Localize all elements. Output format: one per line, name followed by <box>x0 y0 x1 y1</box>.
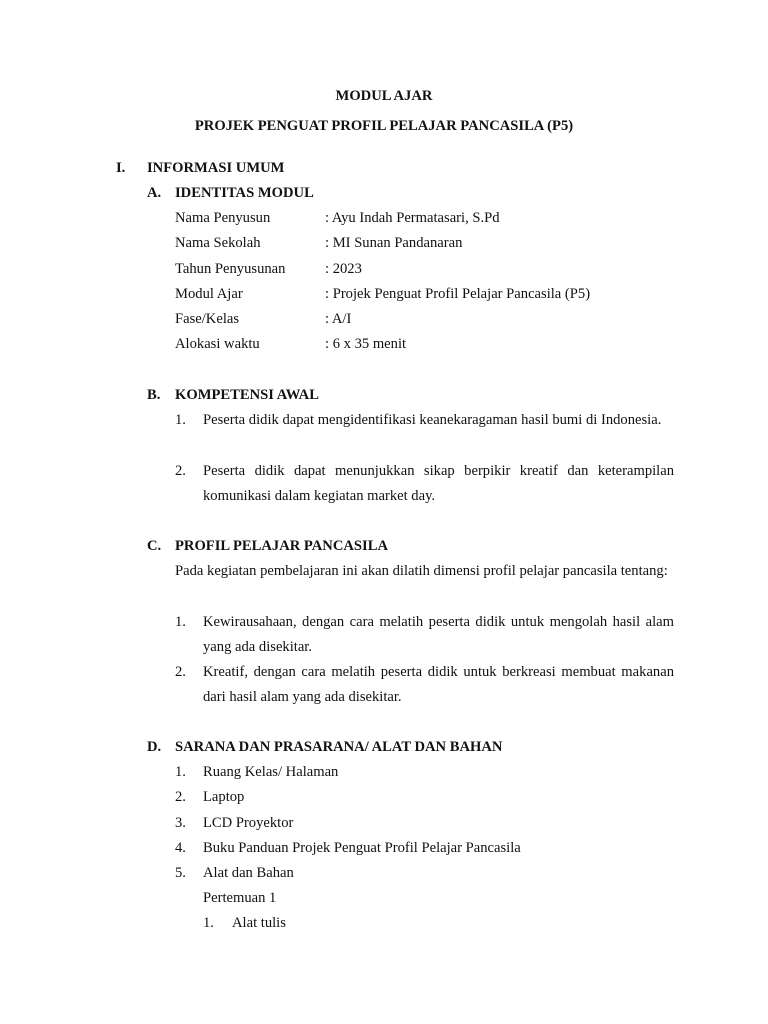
list-item: LCD Proyektor <box>203 815 294 831</box>
subsection-heading: PROFIL PELAJAR PANCASILA <box>175 538 388 554</box>
doc-title: MODUL AJAR <box>335 88 433 104</box>
list-item: Peserta didik dapat menunjukkan sikap berpikir kreatif dan keterampilan komunikasi dalam kegiatan market day. <box>203 463 674 505</box>
list-number: 5. <box>175 865 186 881</box>
identity-label: Nama Penyusun <box>175 210 271 226</box>
list-item: Buku Panduan Projek Penguat Profil Pelajar Pancasila <box>203 840 521 856</box>
identity-value: : Projek Penguat Profil Pelajar Pancasila (P5) <box>325 286 591 302</box>
list-item: Kewirausahaan, dengan cara melatih peserta didik untuk mengolah hasil alam yang ada disekitar. <box>203 614 674 656</box>
section-number: I. <box>116 160 126 176</box>
list-number: 2. <box>175 664 186 680</box>
identity-label: Alokasi waktu <box>175 336 260 352</box>
list-item: Ruang Kelas/ Halaman <box>203 764 339 780</box>
identity-label: Modul Ajar <box>175 286 243 302</box>
subsection-heading: SARANA DAN PRASARANA/ ALAT DAN BAHAN <box>175 739 503 755</box>
list-item: Peserta didik dapat mengidentifikasi keanekaragaman hasil bumi di Indonesia. <box>203 412 662 428</box>
list-item: Kreatif, dengan cara melatih peserta didik untuk berkreasi membuat makanan dari hasil alam yang ada disekitar. <box>203 664 674 706</box>
identity-label: Fase/Kelas <box>175 311 240 327</box>
section-heading: INFORMASI UMUM <box>147 160 285 176</box>
identity-value: : MI Sunan Pandanaran <box>325 235 463 251</box>
list-item: Laptop <box>203 789 245 805</box>
subsection-letter: C. <box>147 538 162 554</box>
list-number: 1. <box>175 412 186 428</box>
subsection-heading: KOMPETENSI AWAL <box>175 387 319 403</box>
identity-label: Nama Sekolah <box>175 235 261 251</box>
list-item: Alat tulis <box>232 915 286 931</box>
subsection-letter: D. <box>147 739 162 755</box>
doc-subtitle: PROJEK PENGUAT PROFIL PELAJAR PANCASILA (P5) <box>194 118 574 134</box>
list-number: 3. <box>175 815 186 831</box>
identity-value: : 6 x 35 menit <box>325 336 407 352</box>
list-number: 2. <box>175 789 186 805</box>
list-number: 2. <box>175 463 186 479</box>
identity-label: Tahun Penyusunan <box>175 261 286 277</box>
list-number: 1. <box>175 764 186 780</box>
list-number: 1. <box>175 614 186 630</box>
subsection-heading: IDENTITAS MODUL <box>175 185 314 201</box>
intro-paragraph: Pada kegiatan pembelajaran ini akan dilatih dimensi profil pelajar pancasila tentang: <box>175 563 668 579</box>
subsection-letter: A. <box>147 185 162 201</box>
identity-value: : 2023 <box>325 261 362 277</box>
list-number: 1. <box>203 915 214 931</box>
list-item: Alat dan Bahan <box>203 865 294 881</box>
subsection-letter: B. <box>147 387 161 403</box>
list-number: 4. <box>175 840 186 856</box>
meeting-label: Pertemuan 1 <box>203 890 277 906</box>
identity-value: : Ayu Indah Permatasari, S.Pd <box>325 210 500 226</box>
identity-value: : A/I <box>325 311 352 327</box>
